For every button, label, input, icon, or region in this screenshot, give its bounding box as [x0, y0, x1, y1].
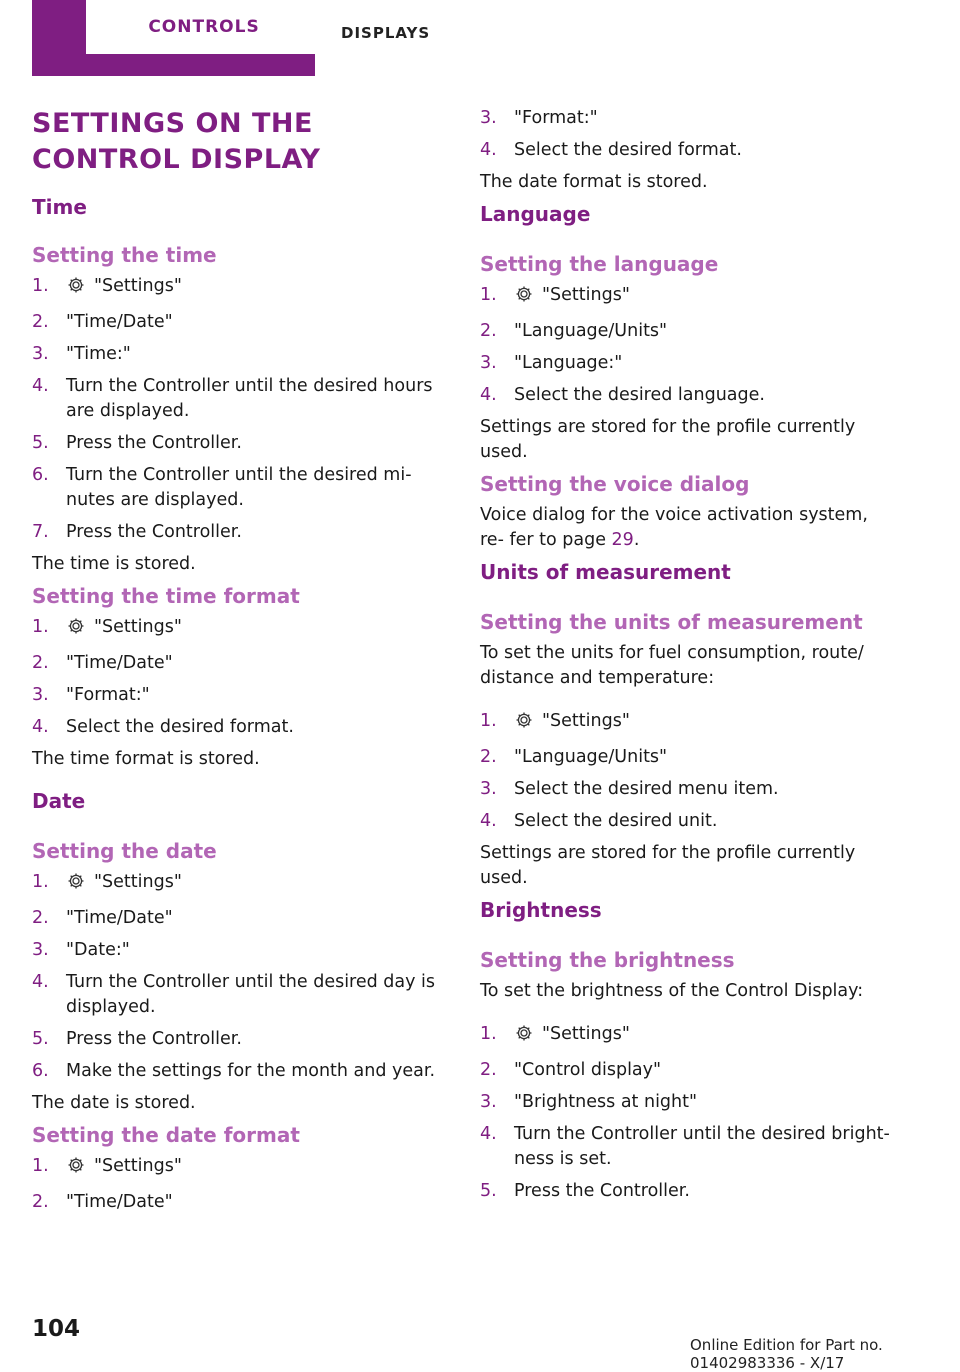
step-number: 2.	[480, 747, 497, 767]
page-number: 104	[32, 1316, 81, 1342]
list-item	[32, 938, 442, 963]
left-column	[32, 106, 442, 1222]
step-number: 3.	[32, 940, 49, 960]
gear-icon	[66, 616, 86, 644]
step-text: "Settings"	[94, 276, 182, 296]
step-number: 1.	[480, 1024, 497, 1044]
step-text: Select the desired language.	[514, 385, 765, 405]
step-number: 2.	[32, 653, 49, 673]
step-number: 2.	[32, 908, 49, 928]
list-item	[32, 970, 442, 1020]
list-item	[32, 870, 442, 899]
section-heading-brightness: Brightness	[480, 898, 602, 922]
list-item	[480, 383, 890, 408]
list-item	[32, 342, 442, 367]
step-number: 1.	[480, 711, 497, 731]
subheading-setting-brightness: Setting the brightness	[480, 948, 735, 972]
list-item	[480, 1122, 890, 1172]
step-number: 4.	[480, 811, 497, 831]
list-item	[480, 138, 890, 163]
voice-dialog-text-after: .	[633, 530, 640, 550]
list-item	[32, 1154, 442, 1183]
step-number: 3.	[480, 108, 497, 128]
step-number: 3.	[480, 353, 497, 373]
note-time-format-stored: The time format is stored.	[32, 749, 260, 769]
step-text: Turn the Controller until the desired bright‐ ness is set.	[514, 1124, 890, 1169]
step-number: 2.	[32, 1192, 49, 1212]
step-number: 5.	[32, 433, 49, 453]
gear-icon	[66, 275, 86, 303]
list-item	[32, 615, 442, 644]
step-number: 3.	[32, 685, 49, 705]
step-text: "Settings"	[542, 285, 630, 305]
step-number: 1.	[32, 1156, 49, 1176]
list-item	[32, 374, 442, 424]
step-text: Select the desired menu item.	[514, 779, 779, 799]
step-number: 1.	[32, 617, 49, 637]
step-text: "Settings"	[94, 872, 182, 892]
step-number: 4.	[480, 140, 497, 160]
list-item	[32, 310, 442, 335]
subheading-time-format: Setting the time format	[32, 584, 300, 608]
step-number: 5.	[480, 1181, 497, 1201]
right-column	[480, 106, 890, 1211]
list-item	[32, 431, 442, 456]
step-text: "Time/Date"	[66, 908, 173, 928]
page-link-29[interactable]: 29	[611, 530, 634, 550]
steps-date-format-right	[480, 106, 890, 163]
step-number: 2.	[480, 1060, 497, 1080]
step-text: "Time/Date"	[66, 312, 173, 332]
page-title: SETTINGS ON THE CONTROL DISPLAY	[32, 108, 321, 175]
step-text: "Format:"	[514, 108, 598, 128]
subheading-setting-date: Setting the date	[32, 839, 217, 863]
step-text: "Time:"	[66, 344, 131, 364]
list-item	[480, 745, 890, 770]
step-number: 3.	[480, 1092, 497, 1112]
steps-setting-brightness	[480, 1022, 890, 1204]
section-heading-language: Language	[480, 202, 591, 226]
note-units-stored: Settings are stored for the profile currently used.	[480, 843, 856, 888]
step-text: Select the desired format.	[514, 140, 742, 160]
list-item	[480, 809, 890, 834]
edition-note: Online Edition for Part no. 01402983336 - X/17	[690, 1336, 883, 1372]
list-item	[480, 283, 890, 312]
step-text: "Time/Date"	[66, 653, 173, 673]
steps-setting-language	[480, 283, 890, 408]
gear-icon	[514, 1023, 534, 1051]
step-text: "Settings"	[542, 1024, 630, 1044]
gear-icon	[514, 710, 534, 738]
list-item	[480, 777, 890, 802]
step-text: "Settings"	[94, 617, 182, 637]
list-item	[32, 651, 442, 676]
steps-time-format	[32, 615, 442, 740]
gear-icon	[66, 871, 86, 899]
list-item	[32, 463, 442, 513]
list-item	[480, 106, 890, 131]
step-text: "Date:"	[66, 940, 130, 960]
gear-icon	[514, 284, 534, 312]
step-number: 7.	[32, 522, 49, 542]
steps-setting-time	[32, 274, 442, 545]
step-text: "Control display"	[514, 1060, 662, 1080]
section-heading-units: Units of measurement	[480, 560, 731, 584]
step-text: "Settings"	[542, 711, 630, 731]
steps-date-format-left	[32, 1154, 442, 1215]
step-text: "Language/Units"	[514, 321, 668, 341]
step-number: 1.	[32, 276, 49, 296]
step-number: 4.	[480, 385, 497, 405]
list-item	[32, 906, 442, 931]
step-text: Make the settings for the month and year.	[66, 1061, 436, 1081]
section-heading-time: Time	[32, 195, 87, 219]
step-number: 3.	[32, 344, 49, 364]
list-item	[480, 1090, 890, 1115]
step-text: Turn the Controller until the desired day is displayed.	[66, 972, 436, 1017]
brightness-intro: To set the brightness of the Control Display:	[480, 981, 864, 1001]
step-number: 6.	[32, 465, 49, 485]
section-heading-date: Date	[32, 789, 86, 813]
tab-displays[interactable]: DISPLAYS	[341, 24, 431, 42]
step-number: 3.	[480, 779, 497, 799]
list-item	[32, 1027, 442, 1052]
step-number: 1.	[480, 285, 497, 305]
step-number: 1.	[32, 872, 49, 892]
list-item	[480, 709, 890, 738]
step-text: "Time/Date"	[66, 1192, 173, 1212]
units-intro: To set the units for fuel consumption, route/ distance and temperature:	[480, 643, 864, 688]
step-number: 4.	[32, 717, 49, 737]
step-number: 2.	[32, 312, 49, 332]
subheading-setting-time: Setting the time	[32, 243, 217, 267]
note-date-format-stored: The date format is stored.	[480, 172, 708, 192]
list-item	[480, 319, 890, 344]
step-text: Select the desired format.	[66, 717, 294, 737]
list-item	[32, 520, 442, 545]
step-number: 2.	[480, 321, 497, 341]
step-text: "Format:"	[66, 685, 150, 705]
subheading-voice-dialog: Setting the voice dialog	[480, 472, 750, 496]
note-language-stored: Settings are stored for the profile currently used.	[480, 417, 856, 462]
steps-setting-date	[32, 870, 442, 1084]
step-text: Press the Controller.	[66, 433, 242, 453]
step-text: "Brightness at night"	[514, 1092, 698, 1112]
step-text: Press the Controller.	[514, 1181, 690, 1201]
step-text: Press the Controller.	[66, 1029, 242, 1049]
header-tab-bar	[32, 0, 315, 76]
subheading-date-format: Setting the date format	[32, 1123, 300, 1147]
note-time-stored: The time is stored.	[32, 554, 196, 574]
voice-dialog-text-before: Voice dialog for the voice activation system, re‐ fer to page	[480, 505, 868, 550]
step-text: "Language:"	[514, 353, 623, 373]
step-text: Turn the Controller until the desired hours are displayed.	[66, 376, 433, 421]
list-item	[480, 1058, 890, 1083]
list-item	[480, 1179, 890, 1204]
note-date-stored: The date is stored.	[32, 1093, 196, 1113]
voice-dialog-text	[480, 503, 890, 553]
list-item	[32, 274, 442, 303]
list-item	[480, 1022, 890, 1051]
step-number: 5.	[32, 1029, 49, 1049]
step-number: 4.	[480, 1124, 497, 1144]
list-item	[480, 351, 890, 376]
list-item	[32, 1059, 442, 1084]
step-text: "Language/Units"	[514, 747, 668, 767]
step-text: Turn the Controller until the desired mi‐ nutes are displayed.	[66, 465, 412, 510]
steps-setting-units	[480, 709, 890, 834]
list-item	[32, 1190, 442, 1215]
tab-controls[interactable]: CONTROLS	[86, 0, 322, 54]
step-text: "Settings"	[94, 1156, 182, 1176]
subheading-setting-language: Setting the language	[480, 252, 719, 276]
list-item	[32, 715, 442, 740]
step-number: 4.	[32, 972, 49, 992]
subheading-setting-units: Setting the units of measurement	[480, 610, 863, 634]
step-number: 6.	[32, 1061, 49, 1081]
step-text: Press the Controller.	[66, 522, 242, 542]
list-item	[32, 683, 442, 708]
step-number: 4.	[32, 376, 49, 396]
gear-icon	[66, 1155, 86, 1183]
step-text: Select the desired unit.	[514, 811, 718, 831]
